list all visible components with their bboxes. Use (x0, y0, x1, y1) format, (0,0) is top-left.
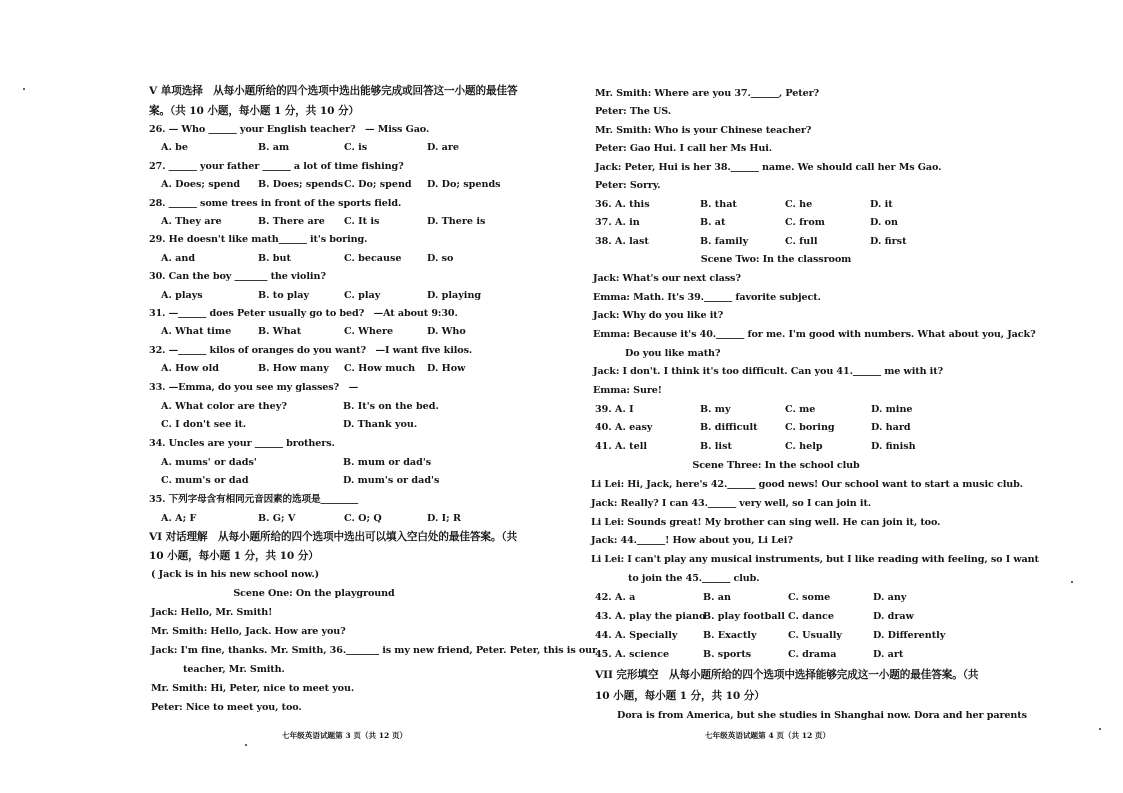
option: B. but (258, 253, 291, 264)
option: A. and (161, 253, 196, 264)
option: 41. A. tell (595, 441, 647, 452)
option: B. How many (258, 363, 329, 374)
option: A. What color are they? (161, 401, 287, 412)
exam-page-4 (561, 0, 1123, 793)
option: B. an (703, 592, 731, 603)
option: B. It's on the bed. (343, 401, 439, 412)
dialogue-line: Mr. Smith: Hi, Peter, nice to meet you. (151, 683, 355, 694)
question-stem: 28. ______ some trees in front of the sports field. (149, 198, 402, 209)
dialogue-line: Mr. Smith: Who is your Chinese teacher? (595, 125, 812, 136)
option: C. is (344, 142, 368, 153)
option: D. draw (873, 611, 914, 622)
option: C. Usually (788, 630, 842, 641)
dialogue-intro: ( Jack is in his new school now.) (151, 569, 320, 580)
option: D. Do; spends (427, 179, 501, 190)
dialogue-line: Emma: Because it's 40.______ for me. I'm good with numbers. What about you, Jack? (593, 329, 1036, 340)
option: D. it (870, 199, 893, 210)
option: C. me (785, 404, 816, 415)
question-stem: 27. ______ your father ______ a lot of time fishing? (149, 161, 404, 172)
option: C. help (785, 441, 823, 452)
option: D. How (427, 363, 466, 374)
dialogue-line: Jack: Peter, Hui is her 38.______ name. We should call her Ms Gao. (595, 162, 942, 173)
option: C. I don't see it. (161, 419, 247, 430)
option: D. any (873, 592, 907, 603)
dialogue-line: to join the 45.______ club. (628, 573, 760, 584)
question-stem: 33. —Emma, do you see my glasses? — (149, 382, 359, 393)
dialogue-line: Jack: I don't. I think it's too difficult. Can you 41.______ me with it? (593, 366, 944, 377)
option: B. at (700, 217, 726, 228)
page-footer: 七年级英语试题第 4 页（共 12 页） (705, 731, 831, 740)
option: B. There are (258, 216, 325, 227)
option: A. A; F (161, 513, 197, 524)
scan-speck (1099, 728, 1101, 730)
option: 39. A. I (595, 404, 634, 415)
option: B. difficult (700, 422, 758, 433)
dialogue-line: Peter: Nice to meet you, too. (151, 702, 302, 713)
option: C. because (344, 253, 402, 264)
option: 42. A. a (595, 592, 636, 603)
option: B. family (700, 236, 749, 247)
dialogue-line: Jack: What's our next class? (593, 273, 741, 284)
option: D. There is (427, 216, 486, 227)
page-footer: 七年级英语试题第 3 页（共 12 页） (282, 731, 408, 740)
option: B. play football (703, 611, 785, 622)
option: C. from (785, 217, 825, 228)
question-stem: 35. 下列字母含有相同元音因素的选项是________ (149, 494, 359, 505)
dialogue-line: Jack: 44.______! How about you, Li Lei? (591, 535, 793, 546)
option: C. some (788, 592, 831, 603)
option: 38. A. last (595, 236, 649, 247)
dialogue-line: Jack: Hello, Mr. Smith! (151, 607, 273, 618)
option: D. Who (427, 326, 466, 337)
section-vi-title-line-2: 10 小题，每小题 1 分，共 10 分） (149, 550, 319, 562)
scene-heading: Scene Three: In the school club (692, 460, 860, 471)
section-v-title-line-1: V 单项选择 从每小题所给的四个选项中选出能够完成或回答这一小题的最佳答 (149, 85, 518, 97)
option: C. dance (788, 611, 834, 622)
dialogue-line: Li Lei: Hi, Jack, here's 42.______ good news! Our school want to start a music club. (591, 479, 1024, 490)
dialogue-line: Emma: Sure! (593, 385, 662, 396)
option: B. to play (258, 290, 310, 301)
option: 37. A. in (595, 217, 640, 228)
section-vii-title-line-2: 10 小题，每小题 1 分，共 10 分） (595, 690, 765, 702)
section-vi-title-line-1: VI 对话理解 从每小题所给的四个选项中选出可以填入空白处的最佳答案。（共 (149, 531, 518, 543)
dialogue-line: Li Lei: I can't play any musical instruments, but I like reading with feeling, so I want (591, 554, 1039, 565)
question-stem: 30. Can the boy _______ the violin? (149, 271, 326, 282)
option: D. art (873, 649, 904, 660)
option: D. playing (427, 290, 482, 301)
dialogue-line: Do you like math? (625, 348, 721, 359)
option: A. mums' or dads' (161, 457, 257, 468)
scan-speck (1071, 581, 1073, 583)
option: D. on (870, 217, 899, 228)
option: B. G; V (258, 513, 296, 524)
option: A. Does; spend (161, 179, 241, 190)
option: B. am (258, 142, 290, 153)
option: B. sports (703, 649, 752, 660)
dialogue-line: Peter: The US. (595, 106, 671, 117)
scan-speck (245, 744, 247, 746)
option: D. mine (871, 404, 913, 415)
section-vii-title-line-1: VII 完形填空 从每小题所给的四个选项中选择能够完成这一小题的最佳答案。（共 (595, 669, 979, 681)
question-stem: 29. He doesn't like math______ it's boring. (149, 234, 368, 245)
option: A. They are (161, 216, 222, 227)
option: C. he (785, 199, 813, 210)
option: 45. A. science (595, 649, 670, 660)
option: C. O; Q (344, 513, 382, 524)
option: D. I; R (427, 513, 461, 524)
option: D. mum's or dad's (343, 475, 440, 486)
dialogue-line: Mr. Smith: Hello, Jack. How are you? (151, 626, 346, 637)
section-v-title-line-2: 案。（共 10 小题，每小题 1 分，共 10 分） (149, 105, 359, 117)
option: A. What time (161, 326, 232, 337)
option: D. Differently (873, 630, 946, 641)
option: C. drama (788, 649, 837, 660)
scan-speck (23, 88, 25, 90)
option: D. so (427, 253, 454, 264)
option: C. full (785, 236, 818, 247)
question-stem: 26. — Who ______ your English teacher? — Miss Gao. (149, 124, 430, 135)
option: B. mum or dad's (343, 457, 432, 468)
dialogue-line: Jack: Really? I can 43.______ very well, so I can join it. (591, 498, 872, 509)
option: D. Thank you. (343, 419, 418, 430)
option: D. are (427, 142, 460, 153)
option: B. Exactly (703, 630, 757, 641)
question-stem: 34. Uncles are your ______ brothers. (149, 438, 335, 449)
dialogue-line: Emma: Math. It's 39.______ favorite subject. (593, 292, 821, 303)
scene-heading: Scene One: On the playground (233, 588, 395, 599)
scene-heading: Scene Two: In the classroom (700, 254, 852, 265)
option: C. Do; spend (344, 179, 412, 190)
dialogue-line: Li Lei: Sounds great! My brother can sing well. He can join it, too. (591, 517, 941, 528)
option: C. How much (344, 363, 416, 374)
option: 43. A. play the piano (595, 611, 706, 622)
question-stem: 32. —______ kilos of oranges do you want? —I want five kilos. (149, 345, 473, 356)
option: A. How old (161, 363, 219, 374)
option: B. list (700, 441, 732, 452)
option: C. boring (785, 422, 835, 433)
option: C. play (344, 290, 381, 301)
dialogue-line: Peter: Gao Hui. I call her Ms Hui. (595, 143, 773, 154)
option: B. What (258, 326, 302, 337)
passage-line: Dora is from America, but she studies in Shanghai now. Dora and her parents (617, 710, 1027, 721)
option: C. It is (344, 216, 380, 227)
option: D. finish (871, 441, 916, 452)
option: B. Does; spends (258, 179, 344, 190)
dialogue-line: Jack: I'm fine, thanks. Mr. Smith, 36._______ is my new friend, Peter. Peter, this is our (151, 645, 598, 656)
dialogue-line: Jack: Why do you like it? (593, 310, 724, 321)
option: B. my (700, 404, 731, 415)
question-stem: 31. —______ does Peter usually go to bed? —At about 9:30. (149, 308, 458, 319)
option: D. hard (871, 422, 911, 433)
dialogue-line: Peter: Sorry. (595, 180, 661, 191)
option: C. mum's or dad (161, 475, 249, 486)
option: A. be (161, 142, 188, 153)
dialogue-line: Mr. Smith: Where are you 37.______, Peter? (595, 88, 820, 99)
option: 36. A. this (595, 199, 650, 210)
option: 44. A. Specially (595, 630, 678, 641)
option: D. first (870, 236, 907, 247)
dialogue-line: teacher, Mr. Smith. (183, 664, 285, 675)
option: A. plays (161, 290, 203, 301)
option: C. Where (344, 326, 394, 337)
option: B. that (700, 199, 737, 210)
option: 40. A. easy (595, 422, 653, 433)
